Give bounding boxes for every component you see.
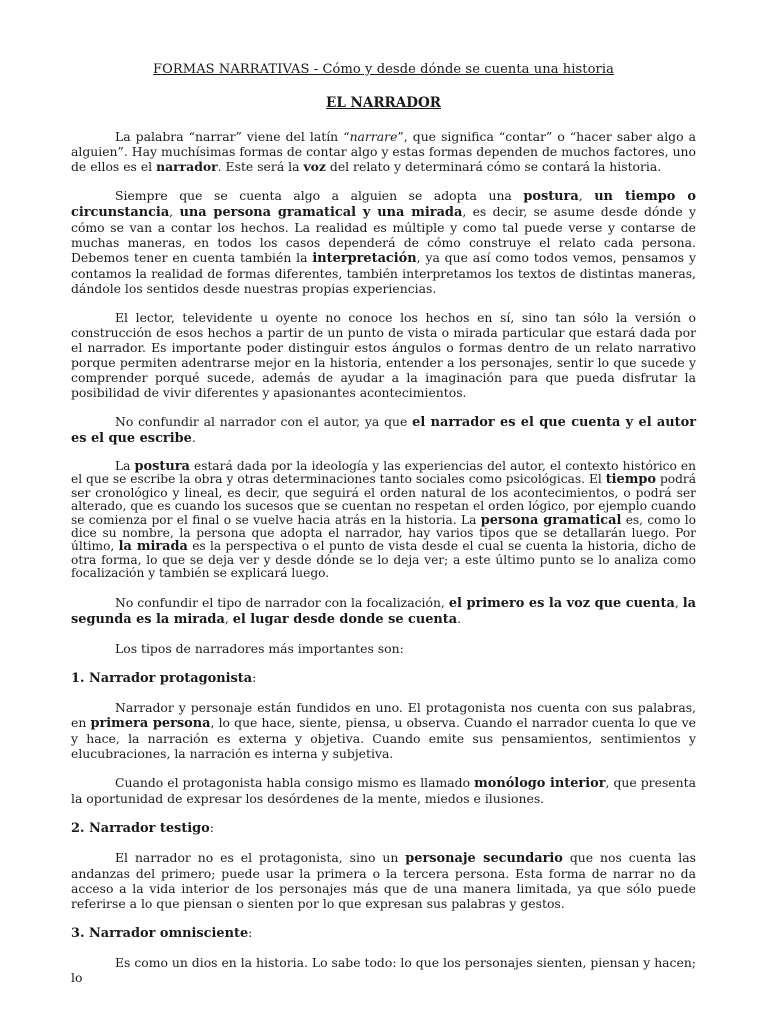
section-narrador-protagonista: 1. Narrador protagonista: — [71, 669, 257, 686]
paragraph-4: No confundir al narrador con el autor, ya que el narrador es el que cuenta y el autor es el que escribe. — [71, 414, 697, 446]
paragraph-1: La palabra “narrar” viene del latín “narrare”, que significa “contar” o “hacer saber algo a alguien”. Hay muchísimas formas de contar algo y estas formas dependen de muchos factores, uno de ellos es el narrador. Este será la voz del relato y determinará cómo se contará la historia. — [71, 129, 697, 174]
section-narrador-omnisciente: 3. Narrador omnisciente: — [71, 924, 253, 941]
paragraph-8: Narrador y personaje están fundidos en uno. El protagonista nos cuenta con sus palabras, en primera persona, lo que hace, siente, piensa, u observa. Cuando el narrador cuenta lo que ve y hace, la narración es externa y objetiva. Cuando emite sus pensamientos, sentimientos y elucubraciones, la narración es interna y subjetiva. — [71, 699, 696, 761]
paragraph-10: El narrador no es el protagonista, sino un personaje secundario que nos cuenta las andanzas del primero; puede usar la primera o la tercera persona. Esta forma de narrar no da acceso a la vida interior de los personajes más que de una manera limitada, ya que sólo puede referirse a lo que piensan o sienten por lo que expresan sus palabras y gestos. — [71, 849, 697, 911]
document-title: FORMAS NARRATIVAS - Cómo y desde dónde se cuenta una historia — [153, 62, 614, 77]
paragraph-5: La postura estará dada por la ideología y las experiencias del autor, el contexto histórico en el que se escribe la obra y otras determinaciones tanto sociales como psicológicas. El tiempo podrá ser cronológico y lineal, es decir, que seguirá el orden natural de los acontecimientos, o podrá ser alterado, que es cuando los sucesos que se cuentan no respetan el orden lógico, por ejemplo cuando se comienza por el final o se vuelve hacia atrás en la historia. La persona gramatical es, como lo dice su nombre, la persona que adopta el narrador, hay varios tipos que se detallarán luego. Por último, la mirada es la perspectiva o el punto de vista desde el cual se cuenta la historia, dicho de otra forma, lo que se deja ver y desde dónde se lo deja ver; a este último punto se lo analiza como focalización y también se explicará luego. — [71, 459, 696, 581]
section-narrador-testigo: 2. Narrador testigo: — [71, 819, 214, 836]
section-heading: EL NARRADOR — [326, 95, 441, 111]
paragraph-3: El lector, televidente u oyente no conoce los hechos en sí, sino tan sólo la versión o construcción de esos hechos a partir de un punto de vista o mirada particular que estará dada por el narrador. Es importante poder distinguir estos ángulos o formas dentro de un relato narrativo porque permiten adentrarse mejor en la historia, entender a los personajes, sentir lo que sucede y comprender porqué sucede, además de ayudar a la imaginación para que pueda disfrutar la posibilidad de vivir diferentes y apasionantes acontecimientos. — [71, 310, 696, 400]
paragraph-9: Cuando el protagonista habla consigo mismo es llamado monólogo interior, que presenta la oportunidad de expresar los desórdenes de la mente, miedos e ilusiones. — [71, 774, 696, 806]
paragraph-11: Es como un dios en la historia. Lo sabe todo: lo que los personajes sienten, piensan y hacen; lo — [71, 954, 696, 985]
paragraph-7: Los tipos de narradores más importantes son: — [115, 640, 404, 656]
paragraph-2: Siempre que se cuenta algo a alguien se adopta una postura, un tiempo o circunstancia, una persona gramatical y una mirada, es decir, se asume desde dónde y cómo se van a contar los hechos. La realidad es múltiple y como tal puede verse y contarse de muchas maneras, en todos los casos dependerá de cómo construye el relato cada persona. Debemos tener en cuenta también la interpretación, ya que así como todos vemos, pensamos y contamos la realidad de formas diferentes, también interpretamos los textos de distintas maneras, dándole los sentidos desde nuestras propias experiencias. — [71, 188, 696, 296]
paragraph-6: No confundir el tipo de narrador con la focalización, el primero es la voz que cuenta, la segunda es la mirada, el lugar desde donde se cuenta. — [71, 594, 696, 627]
